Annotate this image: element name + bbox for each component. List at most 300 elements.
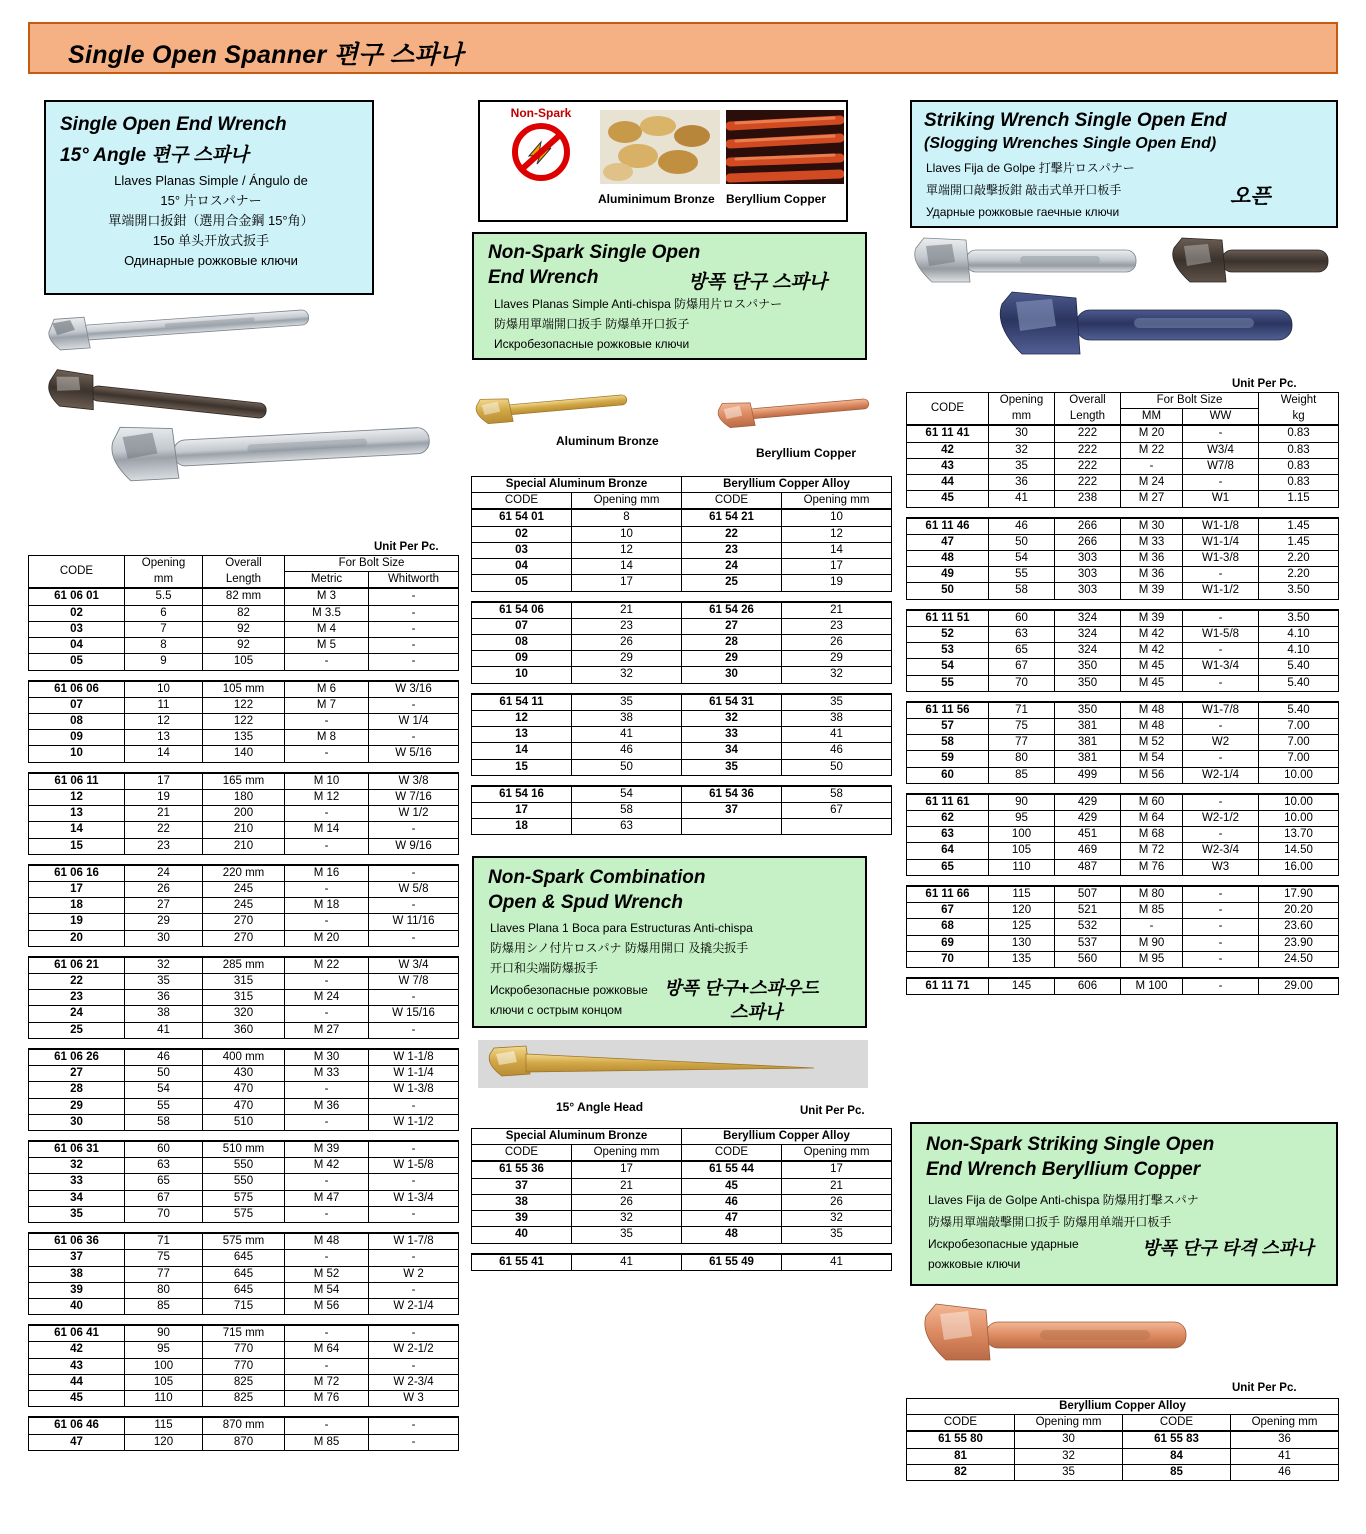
cell-value: M 48 (1121, 718, 1183, 734)
beryllium-copper-photo (726, 110, 844, 184)
cell-value: 222 (1055, 475, 1121, 491)
cell-code: 22 (682, 526, 782, 542)
cell-value: 12 (572, 542, 682, 558)
cell-value: 46 (989, 518, 1055, 535)
cell-value: 17.90 (1259, 886, 1339, 903)
cell-code: 42 (29, 1342, 125, 1358)
nss-title-line2: End Wrench (488, 267, 599, 288)
table-row (472, 694, 892, 711)
cell-value: 55 (125, 1098, 203, 1114)
cell-value: - (285, 654, 369, 670)
cell-value: M 27 (1121, 491, 1183, 507)
cell-value: M 76 (285, 1391, 369, 1407)
cell-value: M 52 (285, 1266, 369, 1282)
table-row (907, 659, 1339, 675)
panel-single-open-end-header (44, 100, 374, 295)
table-row (29, 806, 459, 822)
row-spacer (29, 762, 459, 773)
th-c-opening-right: Opening mm (782, 1145, 892, 1162)
table-body-nonspark-single-open (472, 509, 892, 834)
cell-code: 47 (29, 1434, 125, 1450)
cell-code: 02 (472, 526, 572, 542)
cell-value: 324 (1055, 610, 1121, 627)
cell-code: 61 55 83 (1123, 1431, 1231, 1448)
cell-value: 35 (782, 1227, 892, 1243)
cell-value: 360 (203, 1022, 285, 1038)
cell-value: 46 (572, 743, 682, 759)
th-code-left: CODE (472, 493, 572, 510)
cell-value: - (369, 1250, 459, 1266)
cell-value: M 20 (1121, 425, 1183, 442)
table-row (907, 534, 1339, 550)
cell-value: 238 (1055, 491, 1121, 507)
table-row (472, 1227, 892, 1243)
th-s-bolt: For Bolt Size (1121, 393, 1259, 409)
nss-desc-2: 防爆用單端開口扳手 防爆单开口扳子 (494, 317, 690, 331)
cell-value: 35 (989, 458, 1055, 474)
cell-code: 62 (907, 811, 989, 827)
cell-value: M 76 (1121, 859, 1183, 875)
cell-value: W2-1/2 (1183, 811, 1259, 827)
cell-value: 5.40 (1259, 675, 1339, 691)
th-whitworth: Whitworth (369, 572, 459, 589)
row-spacer (29, 1315, 459, 1326)
table-row (907, 843, 1339, 859)
th-beryllium-copper-alloy: Beryllium Copper Alloy (682, 477, 892, 493)
cell-value: 41 (782, 1254, 892, 1271)
cell-value: M 22 (285, 957, 369, 974)
cell-value: - (285, 1174, 369, 1190)
cell-value: - (369, 1174, 459, 1190)
cell-value: 46 (1231, 1464, 1339, 1480)
cell-value: M 20 (285, 930, 369, 946)
th-c-beryllium-copper-alloy: Beryllium Copper Alloy (682, 1129, 892, 1145)
cell-value: 350 (1055, 659, 1121, 675)
cell-value: 499 (1055, 767, 1121, 783)
cell-value: 266 (1055, 518, 1121, 535)
cell-value: W1-3/8 (1183, 550, 1259, 566)
cell-value: - (369, 605, 459, 621)
panel-nonspark-single-open (472, 232, 867, 360)
cell-value: 30 (989, 425, 1055, 442)
cell-value: 41 (572, 1254, 682, 1271)
cell-value: M 54 (285, 1282, 369, 1298)
cell-value: - (285, 1206, 369, 1222)
cell-code: 61 54 01 (472, 509, 572, 526)
cell-value: 85 (125, 1298, 203, 1314)
cell-code: 04 (29, 638, 125, 654)
table-row (29, 822, 459, 838)
cell-value: - (1183, 675, 1259, 691)
cell-value: 90 (989, 794, 1055, 811)
cell-value: 130 (989, 935, 1055, 951)
cell-value: 451 (1055, 827, 1121, 843)
th-c-special-aluminum-bronze: Special Aluminum Bronze (472, 1129, 682, 1145)
table-row (907, 610, 1339, 627)
cell-code: 60 (907, 767, 989, 783)
cell-value: 92 (203, 621, 285, 637)
cell-value: W3/4 (1183, 442, 1259, 458)
panel-nonspark-combination (472, 856, 867, 1028)
cell-code: 61 06 11 (29, 773, 125, 790)
cell-value: W 7/16 (369, 789, 459, 805)
cell-code: 50 (907, 583, 989, 599)
cell-value: W1-7/8 (1183, 702, 1259, 719)
table-row (29, 1206, 459, 1222)
cell-value: - (1183, 567, 1259, 583)
cell-value: 110 (125, 1391, 203, 1407)
cell-code: 25 (29, 1022, 125, 1038)
cell-value: 95 (989, 811, 1055, 827)
cell-code: 63 (907, 827, 989, 843)
aluminum-bronze-photo (600, 110, 720, 184)
cell-value: - (285, 914, 369, 930)
cell-value: 80 (125, 1282, 203, 1298)
cell-code: 61 06 26 (29, 1049, 125, 1066)
cell-value: M 12 (285, 789, 369, 805)
sw-desc-2: 單端開口敲擊扳鉗 敲击式单开口板手 (926, 183, 1122, 197)
table-row (472, 727, 892, 743)
table-row (29, 638, 459, 654)
cell-code: 30 (682, 667, 782, 683)
no-spark-icon (511, 122, 571, 182)
th-ns-code-right: CODE (1123, 1415, 1231, 1432)
cell-code: 12 (472, 710, 572, 726)
panel-desc-3: 單端開口扳鉗（選用合金鋼 15°角） (108, 213, 314, 228)
cell-value: 303 (1055, 567, 1121, 583)
table-body-striking-wrench (907, 425, 1339, 994)
cell-value: 17 (572, 575, 682, 591)
cell-value: 17 (572, 1161, 682, 1178)
cell-value: 825 (203, 1374, 285, 1390)
cell-value: 200 (203, 806, 285, 822)
cell-value: M 52 (1121, 735, 1183, 751)
cell-value: 17 (782, 559, 892, 575)
cell-value: 550 (203, 1174, 285, 1190)
nonspark-striking-wrench-photo (910, 1296, 1342, 1374)
cell-value: 13 (125, 730, 203, 746)
cell-value: W 11/16 (369, 914, 459, 930)
table-row (907, 951, 1339, 967)
table-single-open-end (28, 555, 459, 1451)
cell-value: 13.70 (1259, 827, 1339, 843)
panel-title-line1: Single Open End Wrench (60, 114, 287, 135)
cell-code: 02 (29, 605, 125, 621)
cell-value: W 1-3/8 (369, 1082, 459, 1098)
cell-value: 29 (782, 651, 892, 667)
panel-nonspark-materials (478, 100, 848, 222)
cell-value: 122 (203, 697, 285, 713)
cell-code: 61 55 36 (472, 1161, 572, 1178)
page-banner (28, 22, 1338, 74)
table-row (29, 1049, 459, 1066)
panel-desc-1: Llaves Planas Simple / Ángulo de (114, 173, 308, 188)
table-row (907, 567, 1339, 583)
cell-code: 61 11 61 (907, 794, 989, 811)
cell-value: 10.00 (1259, 767, 1339, 783)
cell-value: 270 (203, 914, 285, 930)
cell-value: 12 (782, 526, 892, 542)
table-row (472, 710, 892, 726)
cell-code: 43 (29, 1358, 125, 1374)
unit-label-single-open-end: Unit Per Pc. (374, 541, 439, 553)
table-row (29, 681, 459, 698)
cell-code: 44 (907, 475, 989, 491)
cell-value: 105 (125, 1374, 203, 1390)
cell-value: 606 (1055, 978, 1121, 995)
cell-value: 0.83 (1259, 475, 1339, 491)
cell-value: - (285, 1114, 369, 1130)
cell-value: 560 (1055, 951, 1121, 967)
table-row (472, 1254, 892, 1271)
table-row (472, 1211, 892, 1227)
cell-value: 303 (1055, 583, 1121, 599)
table-row (29, 1190, 459, 1206)
cell-value: M 39 (285, 1141, 369, 1158)
cell-code: 61 06 06 (29, 681, 125, 698)
cell-value: 1.15 (1259, 491, 1339, 507)
cell-value: 19 (125, 789, 203, 805)
cell-code: 03 (29, 621, 125, 637)
table-row (907, 794, 1339, 811)
nst-title-kr: 방폭 단구 타격 스파나 (1142, 1238, 1314, 1258)
cell-value: M 24 (1121, 475, 1183, 491)
cell-code: 35 (682, 759, 782, 775)
panel-desc-2: 15° 片ロスパナー (160, 193, 262, 208)
nss-title-line1: Non-Spark Single Open (488, 242, 701, 263)
cell-value: 41 (989, 491, 1055, 507)
table-row (29, 1342, 459, 1358)
cell-value: 870 (203, 1434, 285, 1450)
cell-code: 38 (29, 1266, 125, 1282)
cell-value: M 36 (1121, 550, 1183, 566)
cell-code: 61 55 49 (682, 1254, 782, 1271)
cell-value: 645 (203, 1266, 285, 1282)
cell-code: 14 (29, 822, 125, 838)
cell-value: M 22 (1121, 442, 1183, 458)
cell-value: 35 (572, 1227, 682, 1243)
cell-value: 19 (782, 575, 892, 591)
cell-code: 61 06 41 (29, 1325, 125, 1342)
panel-desc-4: 15o 单头开放式扳手 (152, 233, 270, 248)
th-s-overall: Overall (1055, 393, 1121, 409)
th-opening-right: Opening mm (782, 493, 892, 510)
sw-title-kr: 오픈 (1230, 185, 1271, 208)
cell-value: - (1183, 718, 1259, 734)
table-row (907, 475, 1339, 491)
panel-desc-5: Одинарные рожковые ключи (124, 253, 298, 268)
unit-label-combination: Unit Per Pc. (800, 1105, 865, 1117)
cell-value: W1-1/2 (1183, 583, 1259, 599)
cell-value: 135 (989, 951, 1055, 967)
table-row (907, 1448, 1339, 1464)
cell-value: 32 (782, 1211, 892, 1227)
cell-value: 35 (782, 694, 892, 711)
striking-wrench-photo (906, 232, 1338, 372)
cell-value: M 42 (1121, 643, 1183, 659)
cell-value: 67 (782, 802, 892, 818)
table-row (29, 1358, 459, 1374)
cell-value: 100 (989, 827, 1055, 843)
cell-value: 17 (125, 773, 203, 790)
table-row (907, 735, 1339, 751)
cell-value: - (285, 746, 369, 762)
cell-value: 29 (572, 651, 682, 667)
cell-value: W 9/16 (369, 838, 459, 854)
cell-value: M 27 (285, 1022, 369, 1038)
cell-value: W 1/4 (369, 713, 459, 729)
cell-value: M 64 (1121, 811, 1183, 827)
cell-value: M 72 (285, 1374, 369, 1390)
cell-value: M 39 (1121, 610, 1183, 627)
cell-code: 27 (682, 618, 782, 634)
cell-code: 81 (907, 1448, 1015, 1464)
cell-value: M 85 (1121, 903, 1183, 919)
cell-value: - (1183, 886, 1259, 903)
cell-value: M 8 (285, 730, 369, 746)
cell-value: 120 (989, 903, 1055, 919)
cell-value: - (369, 621, 459, 637)
cell-value: 36 (1231, 1431, 1339, 1448)
table-row (29, 1266, 459, 1282)
cell-value: 41 (572, 727, 682, 743)
cell-value: - (285, 1417, 369, 1434)
cell-value: 2.20 (1259, 567, 1339, 583)
cell-value: 469 (1055, 843, 1121, 859)
cell-value: - (369, 1098, 459, 1114)
th-opening-unit: mm (125, 572, 203, 589)
cell-value: W 1-5/8 (369, 1158, 459, 1174)
cell-value: 315 (203, 974, 285, 990)
cell-value: W1 (1183, 491, 1259, 507)
cell-value: M 7 (285, 697, 369, 713)
cell-value: - (369, 1282, 459, 1298)
cell-value: 8 (572, 509, 682, 526)
cell-value: 46 (125, 1049, 203, 1066)
sw-desc-3: Ударные рожковые гаечные ключи (926, 205, 1120, 219)
cell-value: 75 (989, 718, 1055, 734)
cell-value: M 72 (1121, 843, 1183, 859)
cell-value: M 48 (285, 1233, 369, 1250)
spud-wrench-photo (478, 1034, 868, 1096)
cell-value: 507 (1055, 886, 1121, 903)
cell-value: M 33 (285, 1066, 369, 1082)
table-row (29, 1374, 459, 1390)
caption-beryllium-copper: Beryllium Copper (756, 446, 857, 460)
cell-value: 32 (572, 1211, 682, 1227)
cell-value: - (1121, 458, 1183, 474)
table-row (29, 605, 459, 621)
cell-value: M 54 (1121, 751, 1183, 767)
cell-value: 381 (1055, 751, 1121, 767)
cell-code: 42 (907, 442, 989, 458)
cell-value: W 2 (369, 1266, 459, 1282)
cell-value: 30 (1015, 1431, 1123, 1448)
cell-code: 45 (29, 1391, 125, 1407)
cell-code: 05 (29, 654, 125, 670)
cell-value: - (285, 974, 369, 990)
cell-value: 10 (782, 509, 892, 526)
sw-title-line2: (Slogging Wrenches Single Open End) (924, 135, 1217, 152)
cell-value: 7.00 (1259, 751, 1339, 767)
cell-value: M 18 (285, 898, 369, 914)
cell-value: W1-1/8 (1183, 518, 1259, 535)
table-row (907, 702, 1339, 719)
table-row (907, 751, 1339, 767)
cell-value: - (285, 806, 369, 822)
table-row (472, 1194, 892, 1210)
cell-value: M 30 (1121, 518, 1183, 535)
table-row (29, 1066, 459, 1082)
cell-value: 575 mm (203, 1233, 285, 1250)
cell-value: 23 (782, 618, 892, 634)
cell-value: W 1-7/8 (369, 1233, 459, 1250)
cell-value: 32 (1015, 1448, 1123, 1464)
table-nonspark-striking (906, 1398, 1339, 1481)
cell-value: W1-1/4 (1183, 534, 1259, 550)
cell-value: M 85 (285, 1434, 369, 1450)
cell-code: 22 (29, 974, 125, 990)
table-row (907, 886, 1339, 903)
cell-code: 39 (29, 1282, 125, 1298)
cell-code: 23 (682, 542, 782, 558)
cell-value: 470 (203, 1098, 285, 1114)
cell-value: 60 (125, 1141, 203, 1158)
cell-value: 63 (125, 1158, 203, 1174)
row-spacer (472, 1243, 892, 1254)
cell-code: 48 (682, 1227, 782, 1243)
table-row (29, 588, 459, 605)
table-row (907, 811, 1339, 827)
cell-value: M 14 (285, 822, 369, 838)
cell-code: 39 (472, 1211, 572, 1227)
th-c-opening-left: Opening mm (572, 1145, 682, 1162)
cell-value: 54 (125, 1082, 203, 1098)
cell-code: 52 (907, 626, 989, 642)
th-ns-group: Beryllium Copper Alloy (907, 1399, 1339, 1415)
cell-value: 10.00 (1259, 794, 1339, 811)
cell-value: 12 (125, 713, 203, 729)
cell-value: M 36 (1121, 567, 1183, 583)
cell-value: 82 mm (203, 588, 285, 605)
cell-code: 32 (29, 1158, 125, 1174)
table-row (907, 718, 1339, 734)
table-row (907, 491, 1339, 507)
cell-value: 41 (1231, 1448, 1339, 1464)
cell-value: 58 (125, 1114, 203, 1130)
table-row (29, 1006, 459, 1022)
cell-code: 45 (682, 1178, 782, 1194)
th-s-opening-unit: mm (989, 409, 1055, 426)
cell-code: 82 (907, 1464, 1015, 1480)
cell-code: 70 (907, 951, 989, 967)
cell-value: M 5 (285, 638, 369, 654)
cell-value: 4.10 (1259, 626, 1339, 642)
cell-value: 400 mm (203, 1049, 285, 1066)
cell-value: 82 (203, 605, 285, 621)
cell-code: 30 (29, 1114, 125, 1130)
cell-value: 8 (125, 638, 203, 654)
table-row (29, 1158, 459, 1174)
cell-value: M 6 (285, 681, 369, 698)
cell-code: 12 (29, 789, 125, 805)
nsc-title-kr-2: 스파나 (730, 1002, 783, 1022)
cell-value: - (369, 697, 459, 713)
nsc-desc-5: ключи с острым концом (490, 1003, 623, 1017)
cell-code: 61 54 16 (472, 786, 572, 803)
cell-value: W1-5/8 (1183, 626, 1259, 642)
table-row (472, 651, 892, 667)
